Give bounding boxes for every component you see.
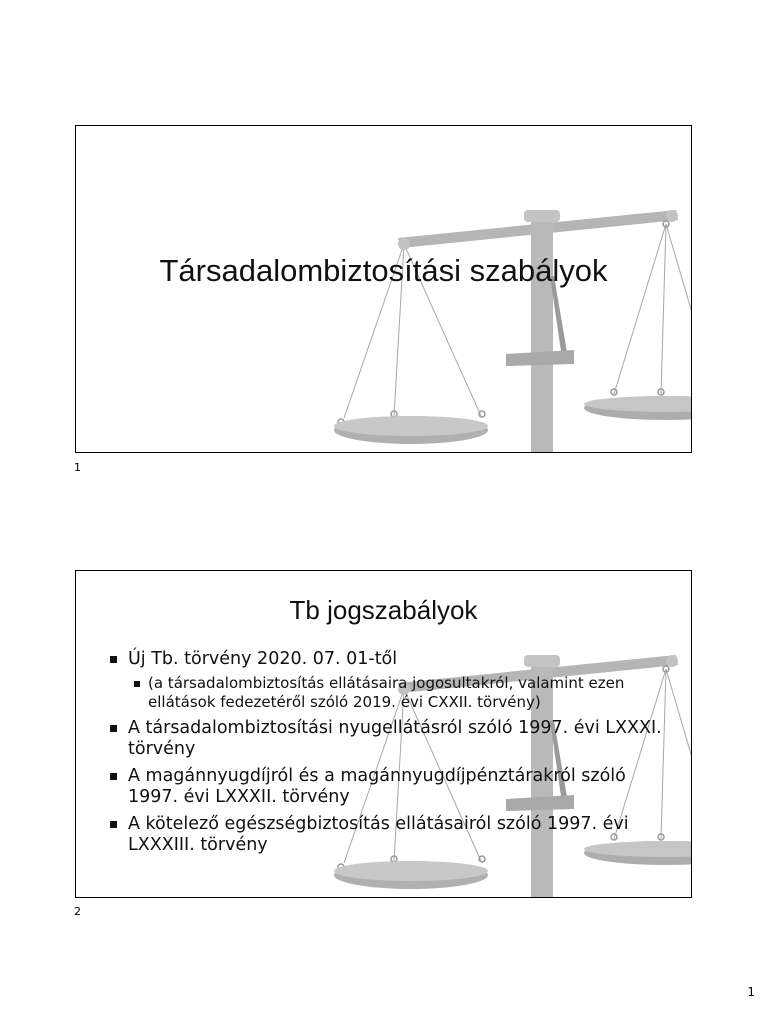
- bullet-item: A kötelező egészségbiztosítás ellátásairól szóló 1997. évi LXXXIII. törvény: [110, 814, 680, 856]
- bullet-item: A magánnyugdíjról és a magánnyugdíjpénztárakról szóló 1997. évi LXXXII. törvény: [110, 766, 680, 808]
- slide-1: [75, 125, 692, 453]
- bullet-list: [110, 649, 680, 862]
- balance-scale-icon: [76, 126, 692, 453]
- slide-title: Társadalombiztosítási szabályok: [159, 253, 608, 288]
- page-number: 1: [747, 985, 755, 999]
- sub-bullet-item: (a társadalombiztosítás ellátásaira jogosultakról, valamint ezen ellátások fedezetéről szóló 2019. évi CXXII. törvény): [134, 674, 680, 712]
- slide-number: 1: [74, 461, 81, 474]
- bullet-item: Új Tb. törvény 2020. 07. 01-től: [110, 649, 680, 670]
- slide-title: Tb jogszabályok: [289, 595, 478, 625]
- slide-number: 2: [74, 905, 81, 918]
- slide-2: [75, 570, 692, 898]
- bullet-item: A társadalombiztosítási nyugellátásról szóló 1997. évi LXXXI. törvény: [110, 718, 680, 760]
